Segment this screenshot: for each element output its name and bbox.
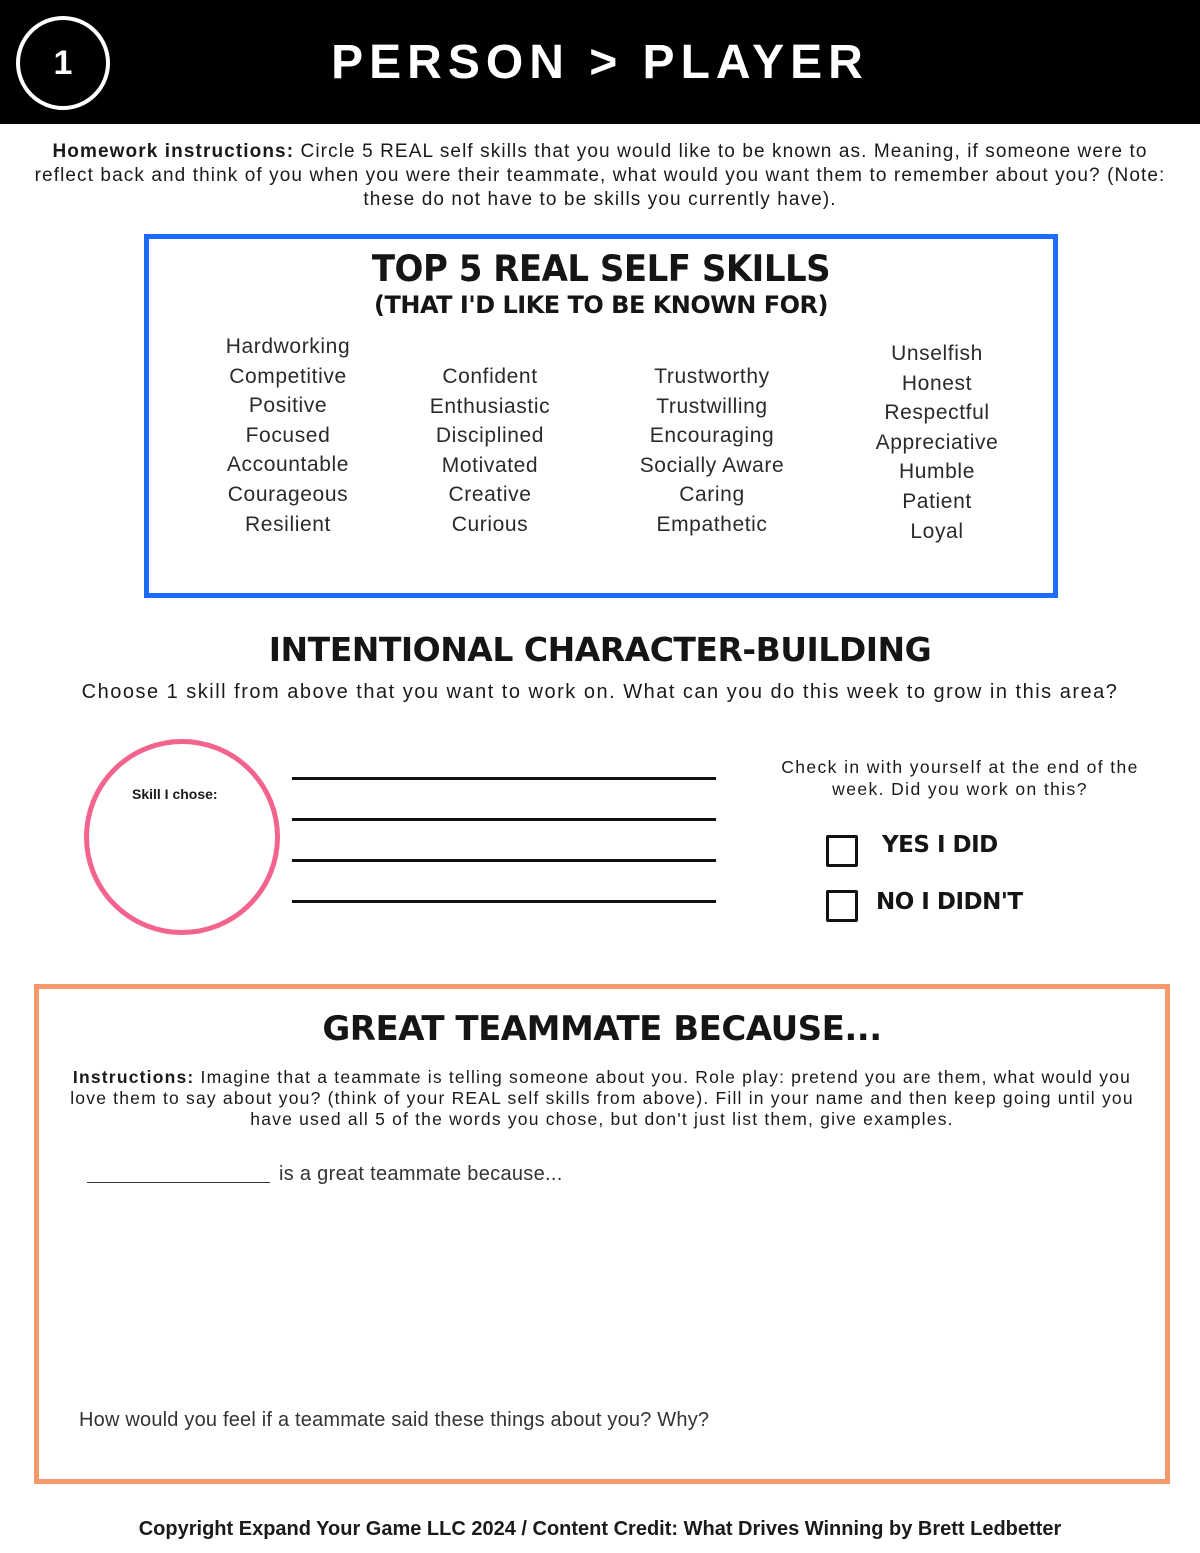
name-blank-line[interactable] <box>87 1182 270 1183</box>
skill-option[interactable]: Confident <box>442 365 538 388</box>
skill-option[interactable]: Positive <box>248 394 328 418</box>
skills-column-3 <box>597 362 827 540</box>
page-title: PERSON > PLAYER <box>331 35 869 89</box>
skill-option[interactable]: Competitive <box>229 364 347 388</box>
skill-option[interactable]: Resilient <box>245 512 331 536</box>
teammate-instructions-text: Imagine that a teammate is telling someone about you. Role play: pretend you are them, what would you love them to say about you? (think of your REAL self skills from above). Fill in your name and then keep going until you have used all 5 of the words you chose, but don't just list them, give examples. <box>70 1067 1134 1129</box>
skill-option[interactable]: Courageous <box>227 482 349 506</box>
yes-label: YES I DID <box>882 832 998 858</box>
teammate-instructions-label: Instructions: <box>72 1067 195 1087</box>
skill-option[interactable]: Caring <box>679 483 745 507</box>
skill-option[interactable]: Appreciative <box>875 430 999 454</box>
teammate-instructions <box>61 1067 1143 1130</box>
no-label: NO I DIDN'T <box>876 889 1023 915</box>
character-building-prompt: Choose 1 skill from above that you want to work on. What can you do this week to grow in this area? <box>81 681 1119 703</box>
skill-option[interactable]: Empathetic <box>656 512 768 536</box>
answer-line[interactable] <box>292 818 716 821</box>
skill-option[interactable]: Focused <box>245 423 331 447</box>
skill-option[interactable]: Trustwilling <box>656 394 768 418</box>
skills-column-1 <box>188 332 388 539</box>
skill-option[interactable]: Honest <box>901 371 973 395</box>
skill-option[interactable]: Creative <box>448 483 532 507</box>
header-bar <box>0 0 1200 124</box>
teammate-sentence: is a great teammate because... <box>279 1163 563 1185</box>
teammate-box <box>34 984 1170 1484</box>
skill-option[interactable]: Enthusiastic <box>429 394 551 418</box>
skill-option[interactable]: Disciplined <box>435 424 545 448</box>
teammate-title: GREAT TEAMMATE BECAUSE... <box>322 1009 882 1049</box>
skill-option[interactable]: Motivated <box>441 453 539 477</box>
homework-text: Circle 5 REAL self skills that you would like to be known as. Meaning, if someone were to reflect back and think of you when you were their teammate, what would you want them to remember about you? (Note: these do not have to be skills you currently have). <box>34 141 1166 210</box>
yes-checkbox[interactable] <box>826 835 858 867</box>
skill-option[interactable]: Loyal <box>910 519 964 543</box>
answer-line[interactable] <box>292 900 716 903</box>
skills-column-2 <box>390 362 590 540</box>
skills-column-4 <box>832 339 1042 546</box>
checkin-text: Check in with yourself at the end of the week. Did you work on this? <box>781 757 1139 799</box>
skill-option[interactable]: Curious <box>451 512 529 536</box>
answer-line[interactable] <box>292 859 716 862</box>
skill-option[interactable]: Humble <box>899 460 975 484</box>
homework-instructions <box>20 140 1180 212</box>
skill-option[interactable]: Unselfish <box>891 342 983 365</box>
answer-line[interactable] <box>292 777 716 780</box>
no-checkbox[interactable] <box>826 890 858 922</box>
skill-option[interactable]: Trustworthy <box>654 365 770 388</box>
skill-option[interactable]: Respectful <box>884 401 990 425</box>
page-number-badge: 1 <box>16 16 110 110</box>
skills-box <box>144 234 1058 598</box>
skills-title: TOP 5 REAL SELF SKILLS <box>371 247 831 291</box>
skill-option[interactable]: Patient <box>902 489 972 513</box>
skill-chosen-circle[interactable] <box>84 739 280 935</box>
skill-option[interactable]: Encouraging <box>649 424 775 448</box>
character-building-title: INTENTIONAL CHARACTER-BUILDING <box>268 630 932 669</box>
skill-chosen-label: Skill I chose: <box>132 786 218 802</box>
copyright-footer: Copyright Expand Your Game LLC 2024 / Content Credit: What Drives Winning by Brett Ledbetter <box>138 1518 1062 1540</box>
skill-option[interactable]: Socially Aware <box>639 453 785 477</box>
skill-option[interactable]: Hardworking <box>225 335 351 358</box>
skills-subtitle: (THAT I'D LIKE TO BE KNOWN FOR) <box>374 291 828 319</box>
homework-label: Homework instructions: <box>52 141 295 162</box>
reflection-question: How would you feel if a teammate said these things about you? Why? <box>79 1409 710 1431</box>
skill-option[interactable]: Accountable <box>226 453 350 477</box>
